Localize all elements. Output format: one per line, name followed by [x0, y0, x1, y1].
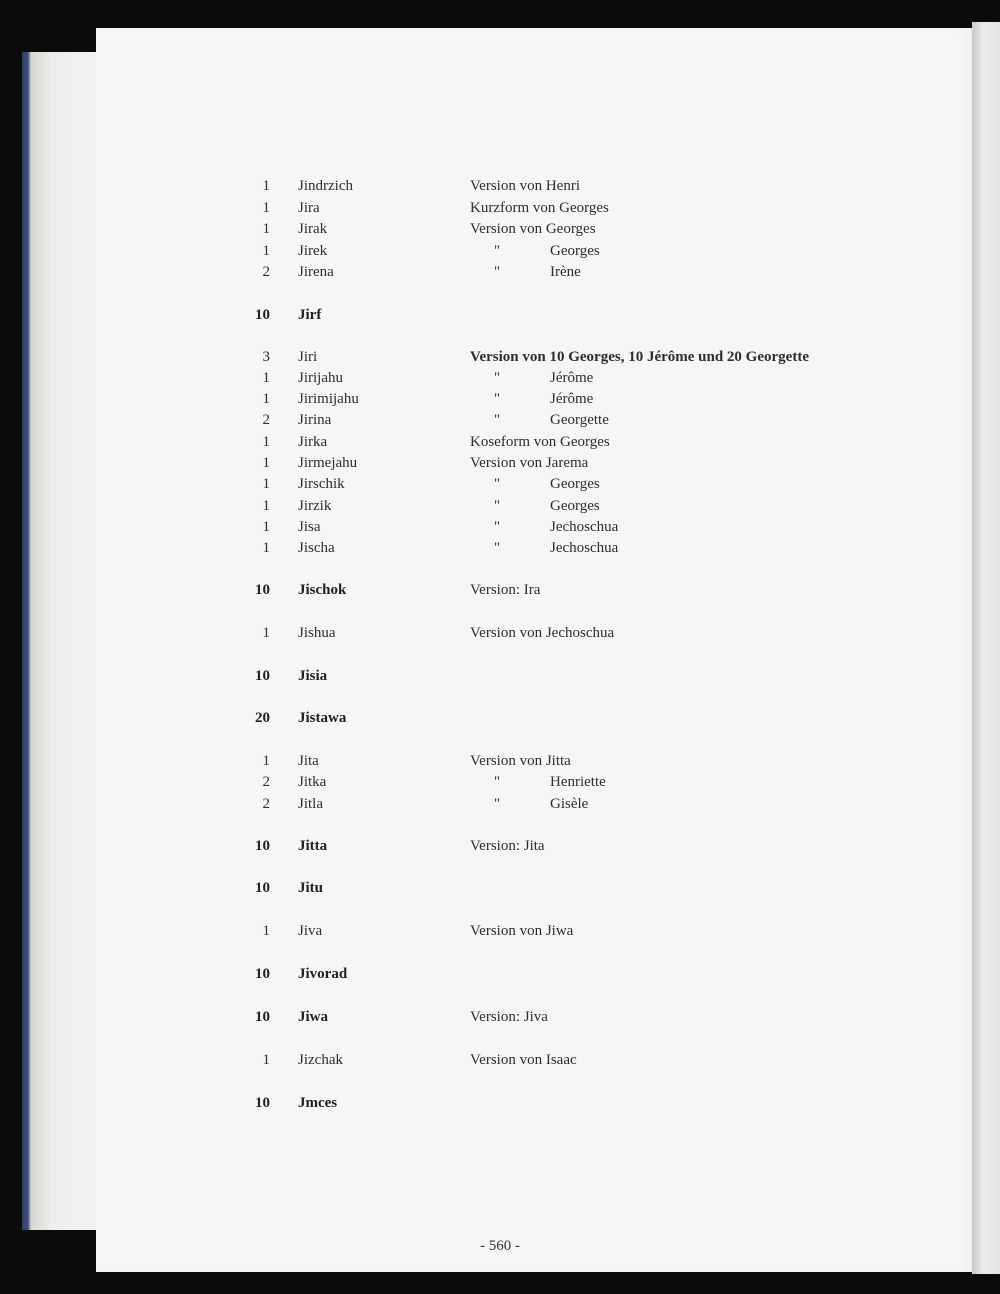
- entry-count: 1: [262, 519, 270, 535]
- entry-name: Jiwa: [298, 1009, 328, 1025]
- list-item: [0, 261, 1000, 283]
- list-item: [0, 409, 1000, 431]
- entry-name: Jirena: [298, 264, 334, 280]
- entry-description: [470, 240, 600, 262]
- list-item: [0, 388, 1000, 410]
- entry-description: [470, 473, 600, 495]
- entry-count: 1: [262, 243, 270, 259]
- list-item: [0, 175, 1000, 197]
- entry-name: Jindrzich: [298, 178, 353, 194]
- list-item: [0, 452, 1000, 474]
- entry-count: 1: [262, 498, 270, 514]
- entry-description: [470, 431, 610, 453]
- entry-name: Jischok: [298, 582, 347, 598]
- entry-description: [470, 409, 609, 431]
- list-item: [0, 877, 1000, 899]
- entry-description: [470, 1006, 548, 1028]
- entry-description: [470, 516, 618, 538]
- entry-description-text: Version von Jitta: [470, 753, 571, 769]
- entry-description-text: Version: Jita: [470, 838, 545, 854]
- entry-description-text: Version von Henri: [470, 178, 580, 194]
- entry-count: 10: [255, 307, 270, 323]
- list-item: [0, 304, 1000, 326]
- entry-description: [470, 452, 588, 474]
- entry-description-text: Version: Jiva: [470, 1009, 548, 1025]
- entry-count: 2: [262, 264, 270, 280]
- list-item: [0, 579, 1000, 601]
- entry-description: [470, 197, 609, 219]
- entry-description-text: Version von Jarema: [470, 455, 589, 471]
- list-item: [0, 431, 1000, 453]
- entry-description: [470, 537, 618, 559]
- entry-description: [470, 920, 573, 942]
- entry-count: 3: [262, 349, 270, 365]
- entry-count: 1: [262, 923, 270, 939]
- entry-count: 1: [262, 391, 270, 407]
- page-number: - 560 -: [480, 1238, 520, 1254]
- entry-name: Jischa: [298, 540, 335, 556]
- entry-description: [470, 218, 596, 240]
- entry-description-text: Georges: [550, 498, 600, 514]
- entry-description: [470, 622, 614, 644]
- entry-count: 1: [262, 221, 270, 237]
- entry-count: 10: [255, 582, 270, 598]
- ditto-mark: ": [494, 796, 501, 812]
- entry-name: Jirf: [298, 307, 322, 323]
- entry-description-text: Kurzform von Georges: [470, 200, 609, 216]
- entry-count: 10: [255, 880, 270, 896]
- list-item: [0, 495, 1000, 517]
- ditto-mark: ": [494, 370, 501, 386]
- entry-count: 1: [262, 434, 270, 450]
- list-item: [0, 240, 1000, 262]
- list-item: [0, 1092, 1000, 1114]
- entry-description: [470, 261, 581, 283]
- entry-description: [470, 367, 593, 389]
- entry-description: [470, 835, 545, 857]
- entry-count: 1: [262, 753, 270, 769]
- entry-description-text: Georges: [550, 243, 600, 259]
- list-item: [0, 346, 1000, 368]
- ditto-mark: ": [494, 391, 501, 407]
- entry-name: Jizchak: [298, 1052, 343, 1068]
- entry-description-text: Version von Isaac: [470, 1052, 577, 1068]
- entry-count: 1: [262, 178, 270, 194]
- entry-description: [470, 175, 580, 197]
- entry-description-text: Georgette: [550, 412, 609, 428]
- ditto-mark: ": [494, 540, 501, 556]
- list-item: [0, 920, 1000, 942]
- entry-name: Jita: [298, 753, 319, 769]
- list-item: [0, 707, 1000, 729]
- entry-description-text: Version von 10 Georges, 10 Jérôme und 20 Georgette: [470, 349, 809, 365]
- entry-description-text: Jechoschua: [550, 519, 619, 535]
- entry-description-text: Gisèle: [550, 796, 589, 812]
- entry-description: [470, 1049, 577, 1071]
- entry-description-text: Jérôme: [550, 391, 594, 407]
- entry-description-text: Georges: [550, 476, 600, 492]
- entry-description-text: Jérôme: [550, 370, 594, 386]
- entry-count: 20: [255, 710, 270, 726]
- entry-count: 2: [262, 412, 270, 428]
- list-item: [0, 1049, 1000, 1071]
- entry-description: [470, 579, 540, 601]
- entry-description: [470, 388, 593, 410]
- list-item: [0, 1006, 1000, 1028]
- entry-name: Jitu: [298, 880, 324, 896]
- list-item: [0, 218, 1000, 240]
- entry-count: 2: [262, 774, 270, 790]
- ditto-mark: ": [494, 412, 501, 428]
- list-item: [0, 750, 1000, 772]
- entry-count: 1: [262, 455, 270, 471]
- ditto-mark: ": [494, 264, 501, 280]
- entry-count: 2: [262, 796, 270, 812]
- ditto-mark: ": [494, 519, 501, 535]
- entry-count: 10: [255, 668, 270, 684]
- entry-description: [470, 346, 809, 368]
- entry-name: Jirina: [298, 412, 332, 428]
- entry-count: 1: [262, 476, 270, 492]
- ditto-mark: ": [494, 498, 501, 514]
- entry-description-text: Version von Jiwa: [470, 923, 574, 939]
- entry-name: Jirimijahu: [298, 391, 359, 407]
- entry-name: Jiri: [298, 349, 318, 365]
- entry-name: Jitla: [298, 796, 323, 812]
- entry-count: 1: [262, 625, 270, 641]
- entry-description-text: Irène: [550, 264, 581, 280]
- entry-name: Jitka: [298, 774, 327, 790]
- list-item: [0, 622, 1000, 644]
- list-item: [0, 197, 1000, 219]
- entry-name: Jistawa: [298, 710, 347, 726]
- entry-description-text: Henriette: [550, 774, 606, 790]
- entry-name: Jisia: [298, 668, 328, 684]
- entry-description-text: Koseform von Georges: [470, 434, 610, 450]
- ditto-mark: ": [494, 476, 501, 492]
- list-item: [0, 537, 1000, 559]
- list-item: [0, 793, 1000, 815]
- ditto-mark: ": [494, 243, 501, 259]
- entry-description: [470, 771, 606, 793]
- entry-count: 1: [262, 370, 270, 386]
- entry-name: Jirzik: [298, 498, 332, 514]
- entry-name: Jirak: [298, 221, 328, 237]
- entry-description-text: Version: Ira: [470, 582, 541, 598]
- entry-count: 10: [255, 1009, 270, 1025]
- entry-name: Jira: [298, 200, 320, 216]
- list-item: [0, 665, 1000, 687]
- entry-description: [470, 495, 600, 517]
- entry-name: Jirmejahu: [298, 455, 358, 471]
- entry-name: Jirschik: [298, 476, 345, 492]
- entry-description: [470, 750, 571, 772]
- entry-count: 10: [255, 838, 270, 854]
- ditto-mark: ": [494, 774, 501, 790]
- entry-name: Jivorad: [298, 966, 348, 982]
- entry-count: 1: [262, 540, 270, 556]
- list-item: [0, 516, 1000, 538]
- entry-count: 10: [255, 966, 270, 982]
- entry-name: Jmces: [298, 1095, 338, 1111]
- list-item: [0, 473, 1000, 495]
- list-item: [0, 367, 1000, 389]
- entry-count: 1: [262, 1052, 270, 1068]
- entry-description-text: Version von Georges: [470, 221, 596, 237]
- entry-name: Jirka: [298, 434, 328, 450]
- list-item: [0, 963, 1000, 985]
- list-item: [0, 835, 1000, 857]
- entry-count: 1: [262, 200, 270, 216]
- entry-name: Jishua: [298, 625, 336, 641]
- entry-name: Jisa: [298, 519, 321, 535]
- entry-name: Jitta: [298, 838, 328, 854]
- entry-description-text: Version von Jechoschua: [470, 625, 615, 641]
- entry-description-text: Jechoschua: [550, 540, 619, 556]
- list-item: [0, 771, 1000, 793]
- entry-name: Jirijahu: [298, 370, 343, 386]
- entry-name: Jiva: [298, 923, 323, 939]
- entry-name: Jirek: [298, 243, 328, 259]
- entry-count: 10: [255, 1095, 270, 1111]
- entry-description: [470, 793, 588, 815]
